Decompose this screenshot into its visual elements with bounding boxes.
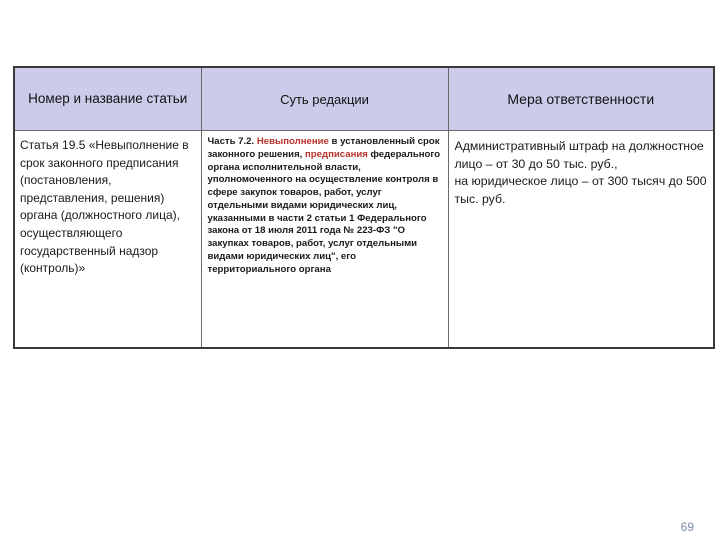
edition-text-2: федерального органа исполнительной власти, уполномоченного на осуществление контроля в сфере закупок товаров, работ, услуг отдельными видами юридических лиц, указанными в части 2 статьи 1 Федерального закона от 18 июля 2011 года № 223-ФЗ "О закупках товаров, работ, услуг отдельными видами юридических лиц", его территориального органа: [207, 148, 441, 275]
header-article: Номер и название статьи: [14, 67, 201, 131]
article-cell: Статья 19.5 «Невыполнение в срок законного предписания (постановления, представления, решения) органа (должностного лица), осуществляющего государственный надзор (контроль)»: [14, 131, 201, 349]
liability-legal-entities: на юридическое лицо – от 300 тысяч до 500 тыс. руб.: [454, 174, 707, 206]
edition-text-1: в установленный срок законного решения,: [207, 136, 440, 160]
table-row: [14, 131, 714, 349]
edition-cell: [201, 131, 448, 349]
edition-part: Часть 7.2.: [207, 136, 255, 147]
liability-cell: [448, 131, 714, 349]
header-edition: Суть редакции: [201, 67, 448, 131]
liability-officials: Административный штраф на должностное лицо – от 30 до 50 тыс. руб.,: [454, 139, 704, 171]
table-header-row: [14, 67, 714, 131]
header-liability: Мера ответственности: [448, 67, 714, 131]
liability-table: [13, 66, 715, 349]
edition-highlight-order: предписания: [305, 148, 368, 160]
edition-highlight-nonperformance: Невыполнение: [256, 136, 329, 147]
page-number: 69: [680, 520, 694, 534]
